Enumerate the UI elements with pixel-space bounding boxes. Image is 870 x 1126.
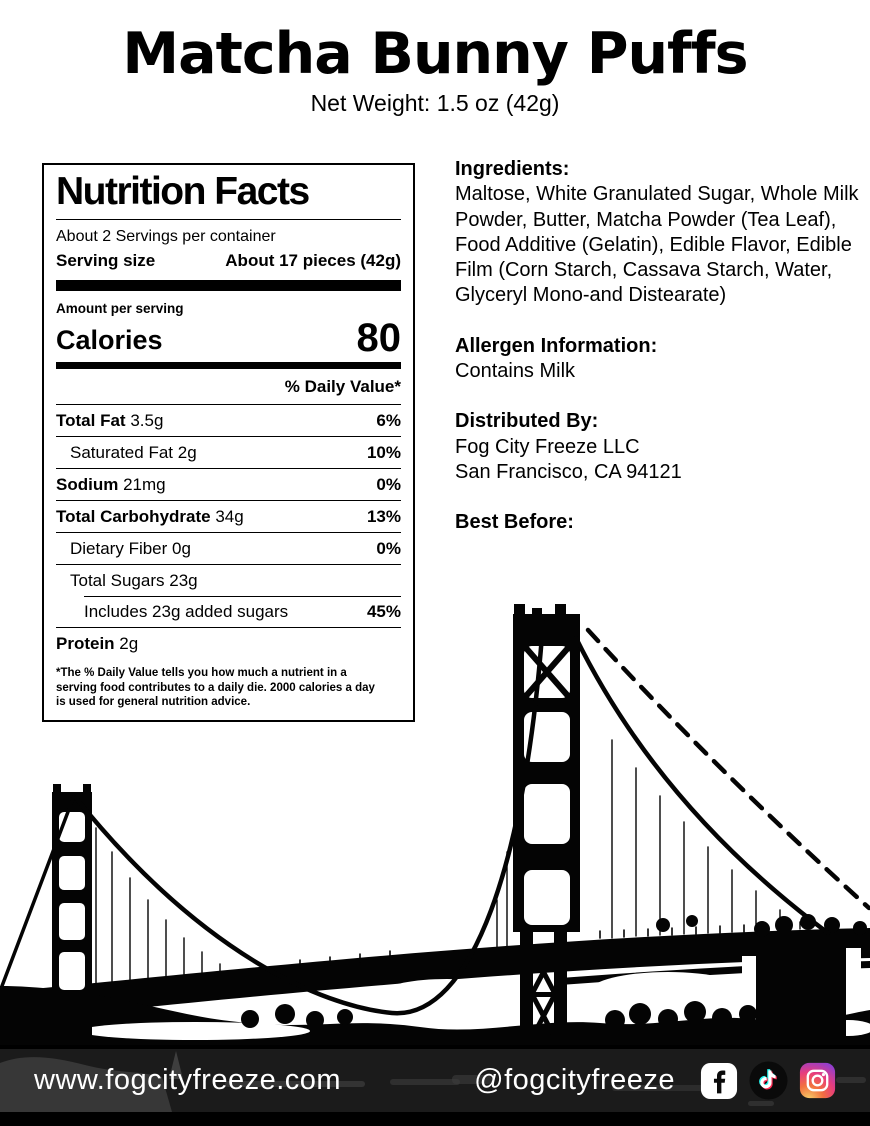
distributor-address: San Francisco, CA 94121 <box>455 460 682 483</box>
info-column <box>455 157 860 561</box>
nutrition-row-added-sugars: Includes 23g added sugars 45% <box>56 596 401 627</box>
calories-label: Calories <box>56 325 163 355</box>
footer-bar <box>0 1045 870 1126</box>
footer-content <box>0 1049 870 1112</box>
serving-size-value: About 17 pieces (42g) <box>225 251 401 270</box>
medium-divider-bar <box>56 362 401 369</box>
footer-band <box>0 1049 870 1112</box>
facebook-icon <box>700 1062 738 1100</box>
daily-value-header: % Daily Value* <box>284 377 401 396</box>
website-url: www.fogcityfreeze.com <box>34 1064 342 1096</box>
thick-divider-bar <box>56 280 401 291</box>
nutrition-row-sodium: Sodium 21mg 0% <box>56 468 401 500</box>
calories-row <box>56 316 401 360</box>
servings-per-container: About 2 Servings per container <box>56 228 276 245</box>
best-before-block <box>455 510 860 535</box>
allergen-block <box>455 334 860 385</box>
distributor-heading: Distributed By: <box>455 410 599 433</box>
instagram-icon <box>799 1062 836 1099</box>
allergen-text: Contains Milk <box>455 360 576 383</box>
page-title: Matcha Bunny Puffs <box>122 21 748 87</box>
ingredients-text: Maltose, White Granulated Sugar, Whole Milk Powder, Butter, Matcha Powder (Tea Leaf), Food Additive (Gelatin), Edible Flavor, Edible Film (Corn Starch, Cassava Starch, Water, Glyceryl Mono-and Distearate) <box>455 183 859 307</box>
nutrition-row-total-sugars: Total Sugars 23g <box>56 564 401 596</box>
net-weight: Net Weight: 1.5 oz (42g) <box>310 90 560 116</box>
amount-per-serving-label: Amount per serving <box>56 301 184 316</box>
ingredients-heading: Ingredients: <box>455 158 570 180</box>
nutrition-row-dietary-fiber: Dietary Fiber 0g 0% <box>56 532 401 564</box>
nutrition-row-protein: Protein 2g <box>56 627 401 659</box>
distributor-block <box>455 409 860 485</box>
ingredients-block <box>455 157 860 309</box>
best-before-heading: Best Before: <box>455 511 574 534</box>
nutrition-row-total-fat: Total Fat 3.5g 6% <box>56 404 401 436</box>
tiktok-icon <box>749 1061 788 1100</box>
serving-size-label: Serving size <box>56 251 156 270</box>
serving-size-row <box>56 251 401 271</box>
allergen-heading: Allergen Information: <box>455 334 658 357</box>
nutrition-facts-title: Nutrition Facts <box>56 170 401 220</box>
nutrition-footnote: *The % Daily Value tells you how much a nutrient in a serving food contributes to a daily die. 2000 calories a day is used for general nutrition advice. <box>56 667 375 708</box>
calories-value: 80 <box>356 316 401 360</box>
social-icons <box>700 1061 836 1100</box>
nutrition-row-total-carbohydrate: Total Carbohydrate 34g 13% <box>56 500 401 532</box>
distributor-name: Fog City Freeze LLC <box>455 435 640 458</box>
social-handle: @fogcityfreeze <box>474 1064 675 1096</box>
nutrition-row-saturated-fat: Saturated Fat 2g 10% <box>56 436 401 468</box>
golden-gate-bridge-illustration <box>0 600 870 1045</box>
